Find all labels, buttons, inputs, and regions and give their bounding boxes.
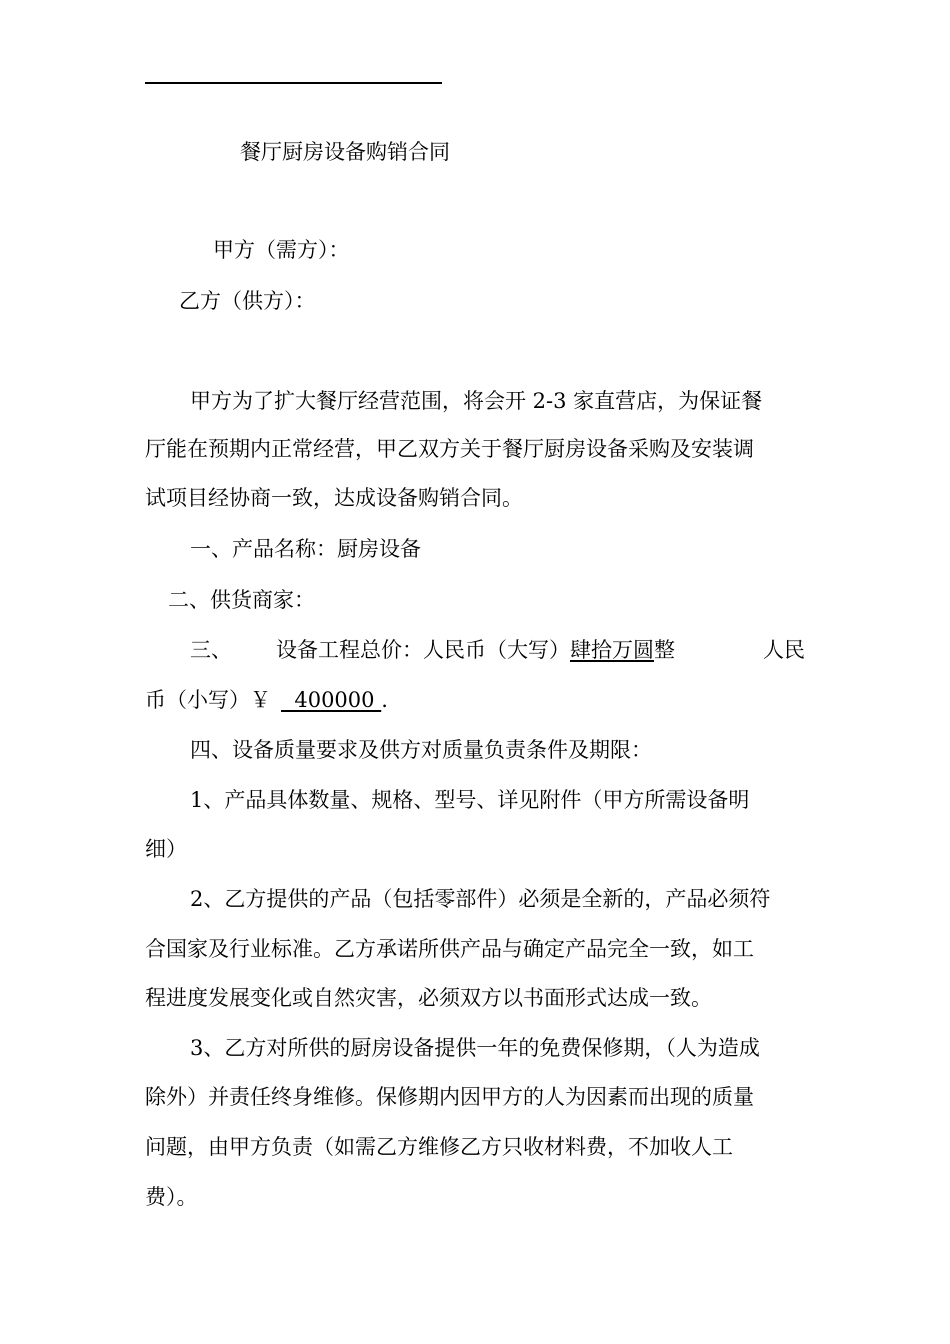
intro-line-2: 厅能在预期内正常经营，甲乙双方关于餐厅厨房设备采购及安装调: [145, 437, 754, 461]
party-a-label: 甲方（需方）：: [213, 238, 350, 262]
amount-end-mark: .: [381, 688, 388, 712]
item-3-line-4: 费）。: [145, 1185, 198, 1209]
section-1-product-name: 一、产品名称：厨房设备: [190, 537, 421, 561]
amount-number-label: 币（小写）￥: [145, 688, 271, 712]
document-title: 餐厅厨房设备购销合同: [240, 140, 450, 164]
item-1-line-2: 细）: [145, 837, 187, 861]
section-3-label: 设备工程总价：人民币（大写）: [276, 638, 570, 662]
amount-suffix: 整: [654, 638, 675, 662]
section-3-trailing: 人民: [763, 638, 805, 662]
item-2-line-2: 合国家及行业标准。乙方承诺所供产品与确定产品完全一致，如工: [145, 937, 754, 961]
section-3-number: 三、: [190, 638, 232, 662]
section-4-quality: 四、设备质量要求及供方对质量负责条件及期限：: [190, 738, 652, 762]
item-3-line-1: 3、乙方对所供的厨房设备提供一年的免费保修期，（人为造成: [190, 1036, 760, 1060]
item-1-line-1: 1、产品具体数量、规格、型号、详见附件（甲方所需设备明: [190, 788, 750, 812]
section-3-total-price-line-2: [145, 686, 810, 714]
item-3-line-3: 问题，由甲方负责（如需乙方维修乙方只收材料费，不加收人工: [145, 1135, 733, 1159]
intro-line-3: 试项目经协商一致，达成设备购销合同。: [145, 486, 523, 510]
section-2-supplier: 二、供货商家：: [168, 588, 315, 612]
item-3-line-2: 除外）并责任终身维修。保修期内因甲方的人为因素而出现的质量: [145, 1085, 754, 1109]
section-3-total-price-line-1: [190, 636, 810, 664]
intro-line-1: 甲方为了扩大餐厅经营范围，将会开 2-3 家直营店，为保证餐: [190, 389, 763, 413]
header-rule: [145, 82, 442, 84]
item-2-line-1: 2、乙方提供的产品（包括零部件）必须是全新的，产品必须符: [190, 887, 771, 911]
amount-in-figures: 400000: [281, 688, 382, 712]
party-b-label: 乙方（供方）：: [179, 289, 316, 313]
item-2-line-3: 程进度发展变化或自然灾害，必须双方以书面形式达成一致。: [145, 986, 712, 1010]
amount-in-words: 肆拾万圆: [570, 638, 654, 662]
